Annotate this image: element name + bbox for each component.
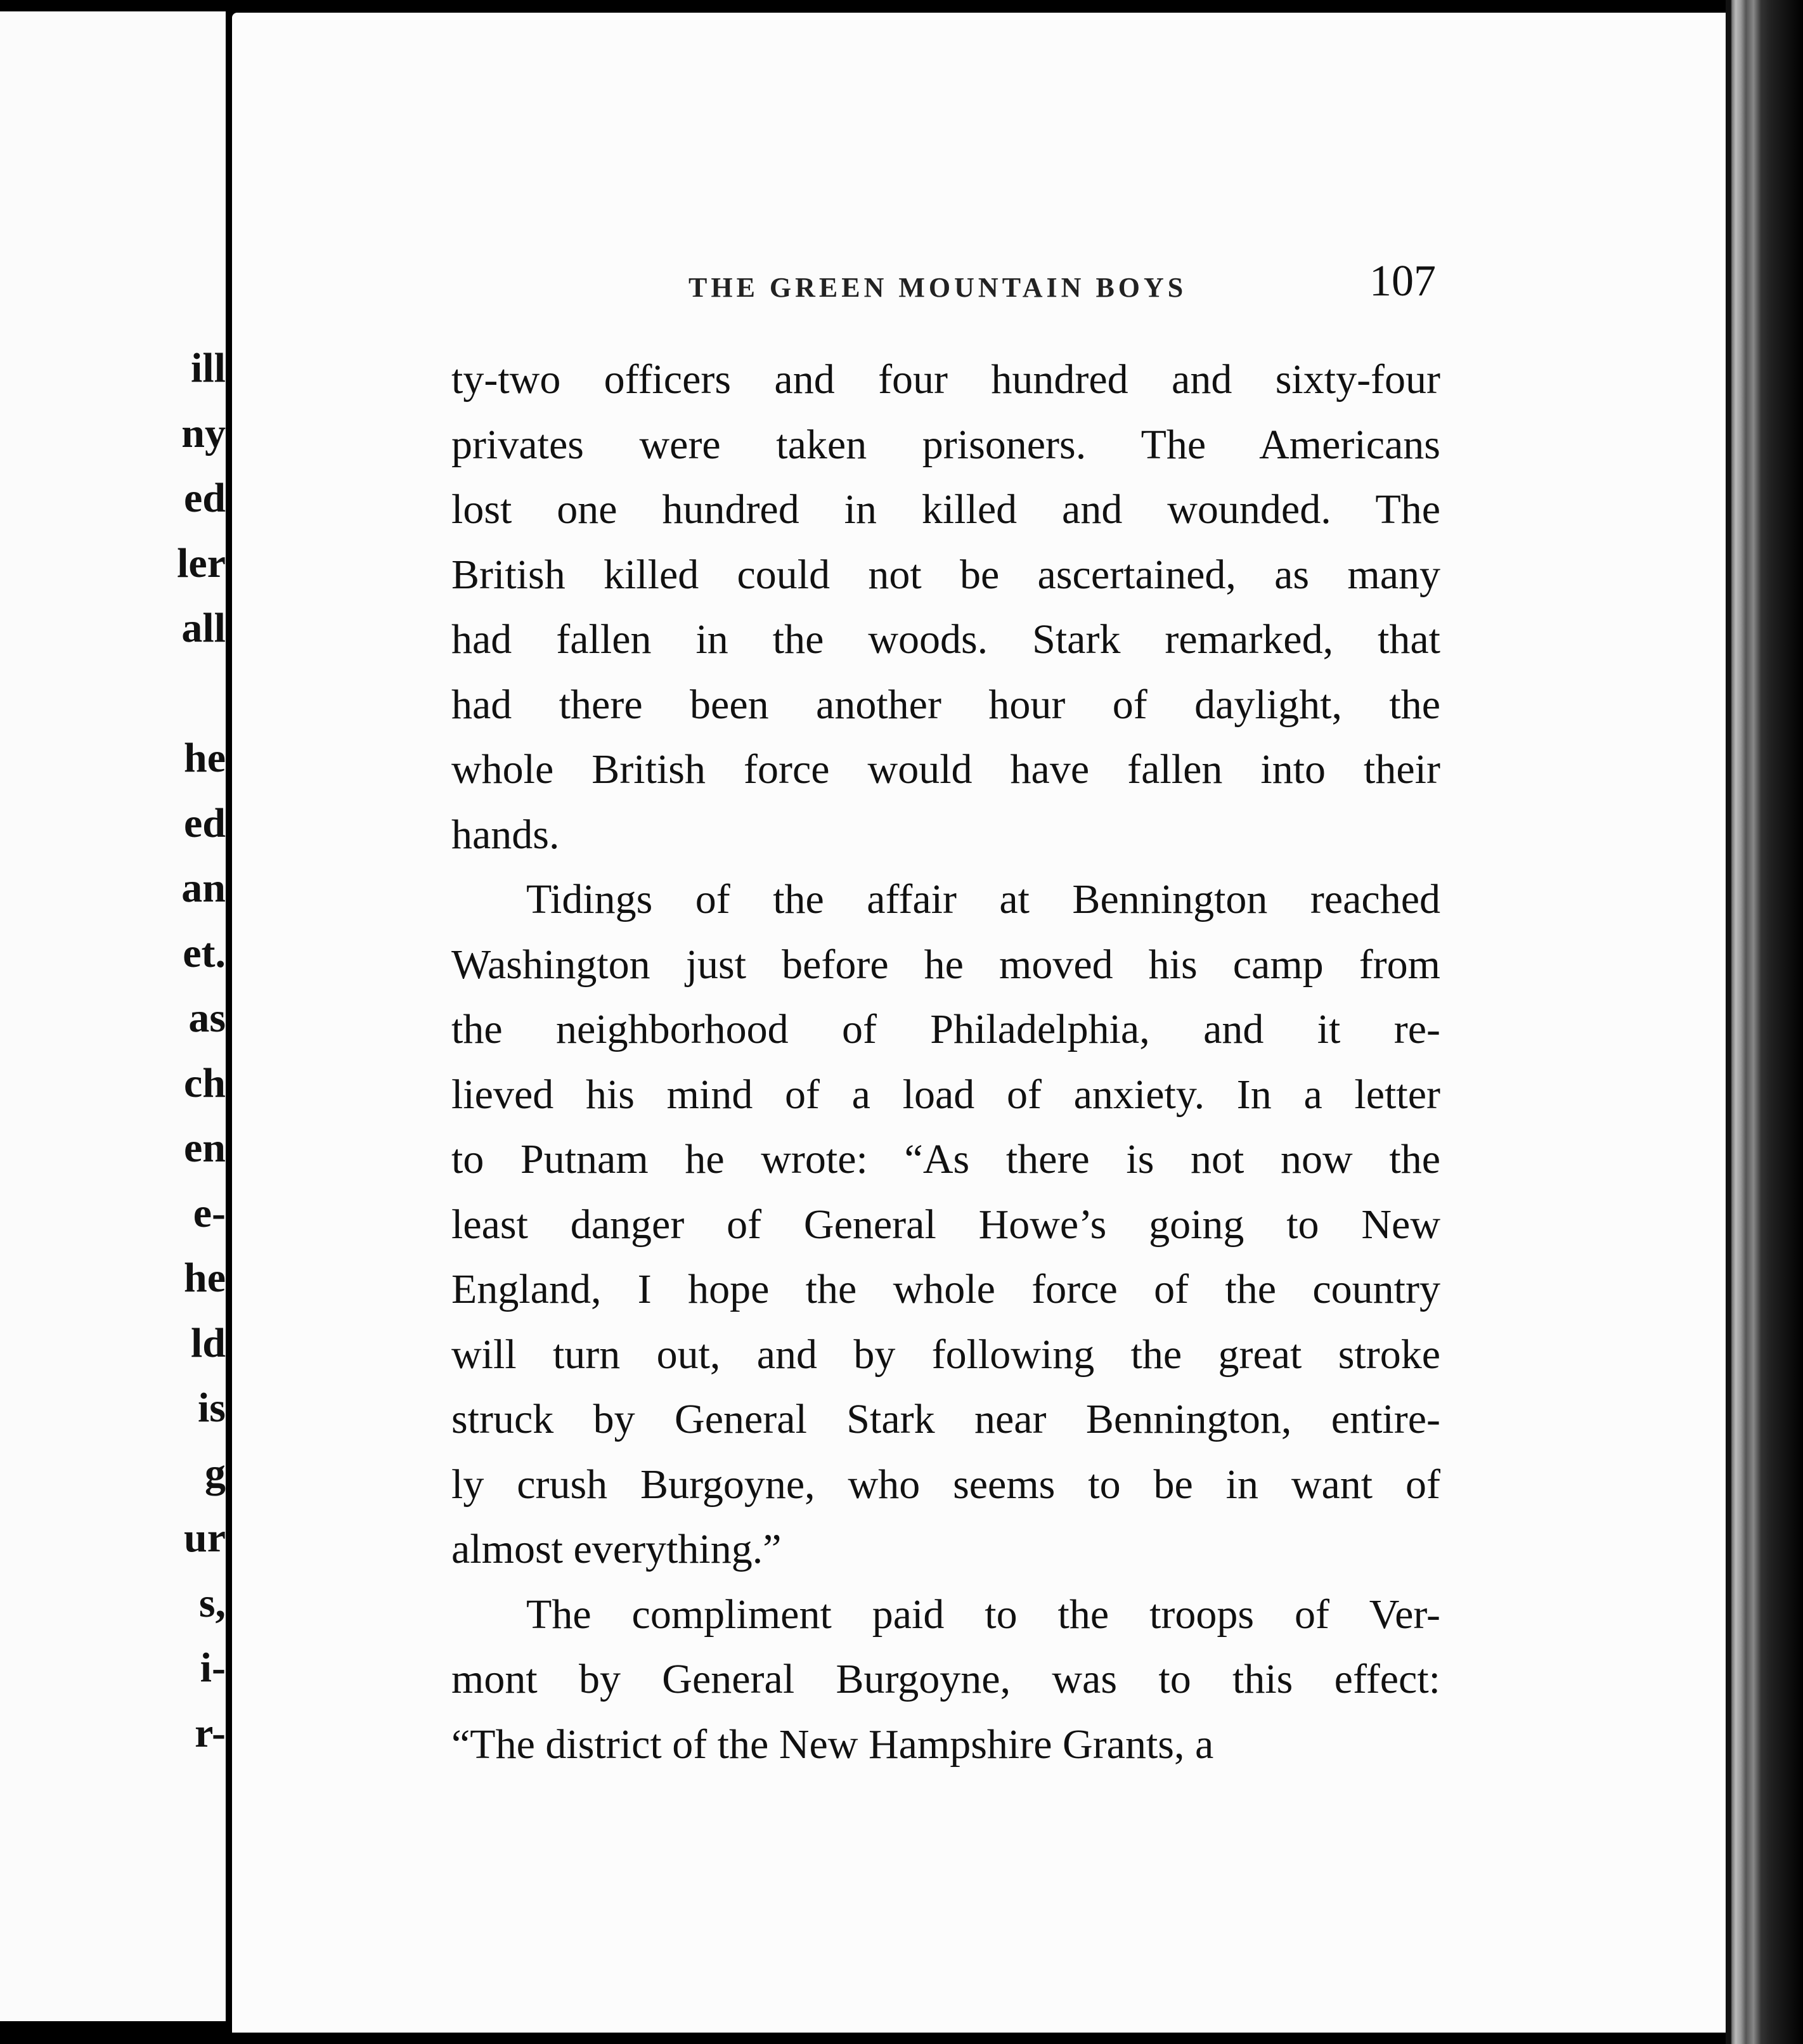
text-line: lost one hundred in killed and wounded. The [451, 486, 1440, 533]
text-line: ly crush Burgoyne, who seems to be in want of [451, 1461, 1440, 1508]
facing-page-line-fragment: s, [198, 1579, 226, 1626]
body-text [451, 347, 1440, 1777]
text-line: “The district of the New Hampshire Grants, a [451, 1721, 1214, 1768]
text-line: struck by General Stark near Bennington, entire- [451, 1396, 1440, 1442]
facing-page-line-fragment: an [181, 865, 226, 911]
facing-page-line-fragment: ch [184, 1059, 226, 1106]
text-line: had there been another hour of daylight, the [451, 681, 1440, 728]
text-line: lieved his mind of a load of anxiety. In a letter [451, 1071, 1440, 1118]
facing-page-line-fragment: he [184, 735, 226, 781]
facing-page-line-fragment: ill [190, 345, 226, 391]
text-line: Tidings of the affair at Bennington reached [526, 876, 1440, 922]
facing-page-line-fragment: ler [177, 540, 226, 586]
paragraph [451, 347, 1440, 867]
text-line: hands. [451, 811, 560, 858]
facing-page-line-fragment: e- [193, 1189, 226, 1236]
text-line: will turn out, and by following the great stroke [451, 1331, 1440, 1378]
facing-page-line-fragment: all [181, 605, 226, 651]
text-line: had fallen in the woods. Stark remarked, that [451, 616, 1440, 663]
text-line: ty-two officers and four hundred and sixty-four [451, 356, 1440, 403]
facing-page-line-fragment: is [197, 1385, 226, 1431]
facing-page-line-fragment: as [188, 995, 226, 1041]
facing-page-line-fragment: ed [184, 475, 226, 521]
facing-page-line-fragment: ld [190, 1319, 226, 1366]
text-line: mont by General Burgoyne, was to this effect: [451, 1656, 1440, 1702]
facing-page-line-fragment: he [184, 1255, 226, 1301]
text-line: Washington just before he moved his camp from [451, 941, 1440, 988]
facing-page-line-fragment: et. [183, 929, 226, 976]
facing-page-left [0, 11, 228, 2021]
text-line: to Putnam he wrote: “As there is not now the [451, 1136, 1440, 1182]
paragraph [451, 1582, 1440, 1778]
facing-page-line-fragment: r- [195, 1709, 226, 1756]
text-line: British killed could not be ascertained, as many [451, 551, 1440, 598]
text-line: the neighborhood of Philadelphia, and it re- [451, 1006, 1440, 1052]
book-gutter [226, 0, 232, 2044]
facing-page-line-fragment: ur [184, 1515, 226, 1561]
page-number: 107 [1369, 257, 1436, 306]
book-edge [1726, 0, 1803, 2044]
text-line: almost everything.” [451, 1526, 782, 1572]
facing-page-line-fragment: en [184, 1125, 226, 1171]
text-line: privates were taken prisoners. The Americans [451, 421, 1440, 468]
facing-page-line-fragment: g [205, 1449, 226, 1496]
paragraph [451, 867, 1440, 1582]
running-head: THE GREEN MOUNTAIN BOYS [688, 272, 1187, 303]
text-line: The compliment paid to the troops of Ver- [526, 1591, 1440, 1638]
facing-page-line-fragment: ed [184, 799, 226, 846]
text-line: least danger of General Howe’s going to New [451, 1201, 1440, 1248]
facing-page-line-fragment: i- [200, 1645, 226, 1691]
text-line: England, I hope the whole force of the country [451, 1266, 1440, 1312]
facing-page-line-fragment: ny [181, 410, 226, 456]
text-line: whole British force would have fallen into their [451, 746, 1440, 792]
